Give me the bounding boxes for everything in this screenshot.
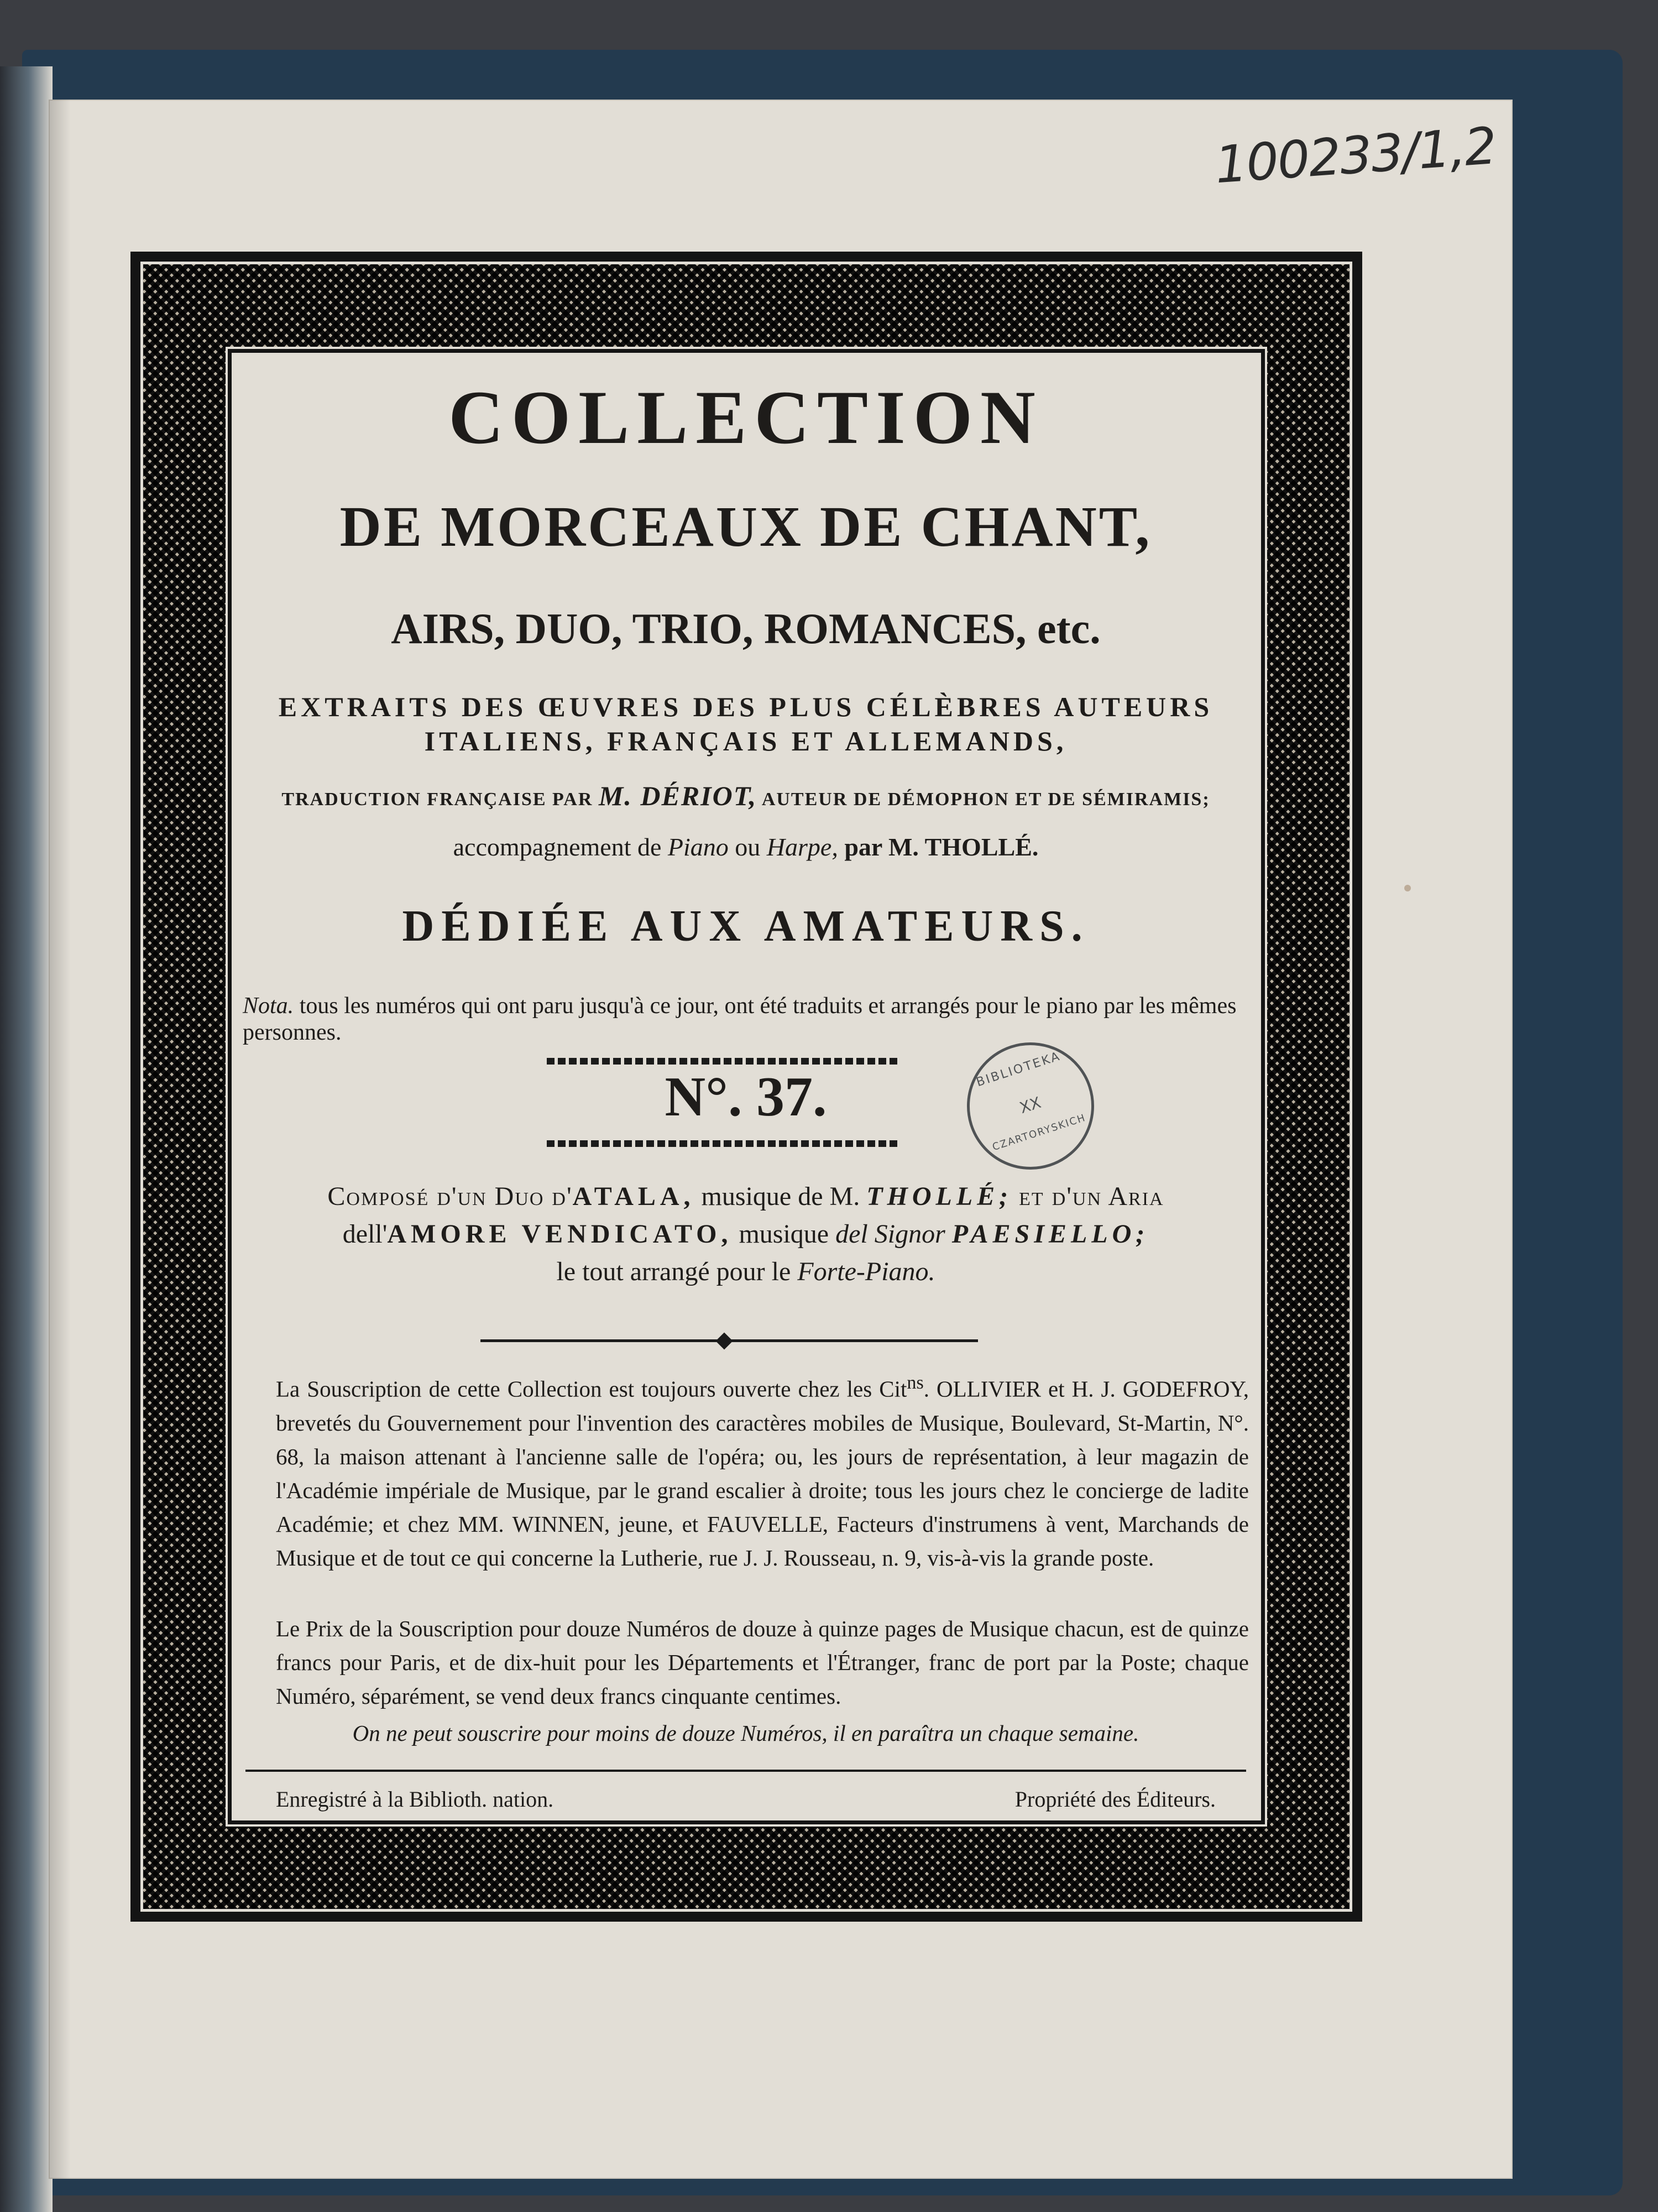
subscription-intro: La Souscription de cette Collection est toujours ouverte chez les Cit — [276, 1376, 907, 1402]
nota-label: Nota. — [243, 993, 294, 1019]
comp-paesiello: PAESIELLO; — [951, 1219, 1149, 1249]
footer-rule — [245, 1770, 1246, 1772]
title-page-text — [223, 348, 1268, 1830]
comp-arranged: le tout arrangé pour le — [556, 1257, 791, 1286]
composition-line-1 — [223, 1178, 1268, 1215]
dedication: DÉDIÉE AUX AMATEURS. — [402, 902, 1090, 951]
diamond-rule — [480, 1339, 978, 1342]
comp-dell: dell' — [342, 1219, 388, 1249]
comp-atala: ATALA, — [572, 1182, 695, 1211]
accomp-piano: Piano — [667, 833, 729, 861]
genres-line: AIRS, DUO, TRIO, ROMANCES, etc. — [391, 604, 1101, 653]
stamp-bottom-text: CZARTORYSKICH — [991, 1112, 1087, 1154]
facing-page-edge — [0, 66, 53, 2212]
chain-ornament-bottom — [547, 1140, 901, 1147]
extracts-line-1: EXTRAITS DES ŒUVRES DES PLUS CÉLÈBRES AUTEURS — [278, 691, 1214, 722]
registration-note: Enregistré à la Biblioth. nation. — [276, 1787, 554, 1812]
nota-paragraph — [243, 993, 1260, 1046]
subtitle: DE MORCEAUX DE CHANT, — [339, 495, 1152, 559]
price-paragraph: Le Prix de la Souscription pour douze Numéros de douze à quinze pages de Musique chacun, est de quinze francs pour Paris, et de dix-huit pour les Départements et l'Étranger, franc de port par la Poste; chaque Numéro, séparément, se vend deux francs cinquante centimes. — [276, 1616, 1249, 1709]
extracts-line-2: ITALIENS, FRANÇAIS ET ALLEMANDS, — [424, 726, 1068, 757]
library-stamp — [950, 1026, 1111, 1186]
comp-tholle: THOLLÉ; — [866, 1182, 1013, 1211]
comp-forte-piano: Forte-Piano. — [797, 1257, 935, 1286]
chain-ornament-top — [547, 1058, 901, 1065]
composition-note — [223, 1178, 1268, 1291]
gutter-shadow — [49, 100, 71, 2179]
accomp-prefix: accompagnement de — [453, 833, 662, 861]
translation-line — [207, 780, 1285, 812]
translation-prefix: TRADUCTION FRANÇAISE PAR — [281, 789, 593, 810]
subscription-sup: ns — [907, 1373, 924, 1393]
stamp-mid-text: XX — [1017, 1093, 1043, 1118]
subscription-body: . OLLIVIER et H. J. GODEFROY, brevetés du Gouvernement pour l'invention des caractères mobiles de Musique, Boulevard, St-Martin, N°. 68, la maison attenant à l'ancienne salle de l'opéra; ou, les jours de représentation, à leur magazin de l'Académie impériale de Musique, par le grand escalier à droite; tous les jours chez le concierge de ladite Académie; et chez MM. WINNEN, jeune, et FAUVELLE, Facteurs d'instrumens à vent, Marchands de Musique et de tout ce qui concerne la Lutherie, rue J. J. Rousseau, n. 9, vis-à-vis la grande poste. — [276, 1376, 1249, 1571]
comp-duo: Composé d'un Duo d' — [327, 1182, 573, 1211]
foxing-spot — [1404, 885, 1411, 891]
composition-line-3 — [223, 1253, 1268, 1291]
comp-music-by: musique de M. — [701, 1182, 860, 1211]
accomp-harp: Harpe, — [766, 833, 838, 861]
issue-number: N°. 37. — [665, 1066, 827, 1128]
translator-works: AUTEUR DE DÉMOPHON ET DE SÉMIRAMIS; — [761, 789, 1210, 810]
stamp-top-text: BIBLIOTEKA — [974, 1049, 1063, 1090]
minimum-subscription-note: On ne peut souscrire pour moins de douze Numéros, il en paraîtra un chaque semaine. — [352, 1720, 1139, 1746]
accomp-arranger: par M. THOLLÉ. — [844, 833, 1039, 861]
composition-line-2 — [223, 1215, 1268, 1253]
comp-musique: musique — [739, 1219, 829, 1249]
comp-signor: del Signor — [835, 1219, 945, 1249]
subscription-paragraph — [276, 1366, 1249, 1575]
comp-amore: AMORE VENDICATO, — [387, 1219, 733, 1249]
shelfmark-handwritten: 100233/1,2 — [1213, 116, 1498, 195]
accompaniment-line — [223, 832, 1268, 862]
accomp-or: ou — [735, 833, 761, 861]
main-title: COLLECTION — [448, 375, 1043, 460]
publisher-property-note: Propriété des Éditeurs. — [1014, 1787, 1216, 1812]
nota-text: tous les numéros qui ont paru jusqu'à ce jour, ont été traduits et arrangés pour le piano par les mêmes personnes. — [243, 993, 1237, 1045]
extracts-line — [223, 690, 1268, 758]
comp-aria: et d'un Aria — [1019, 1182, 1164, 1211]
translator-name: M. DÉRIOT, — [598, 780, 757, 811]
